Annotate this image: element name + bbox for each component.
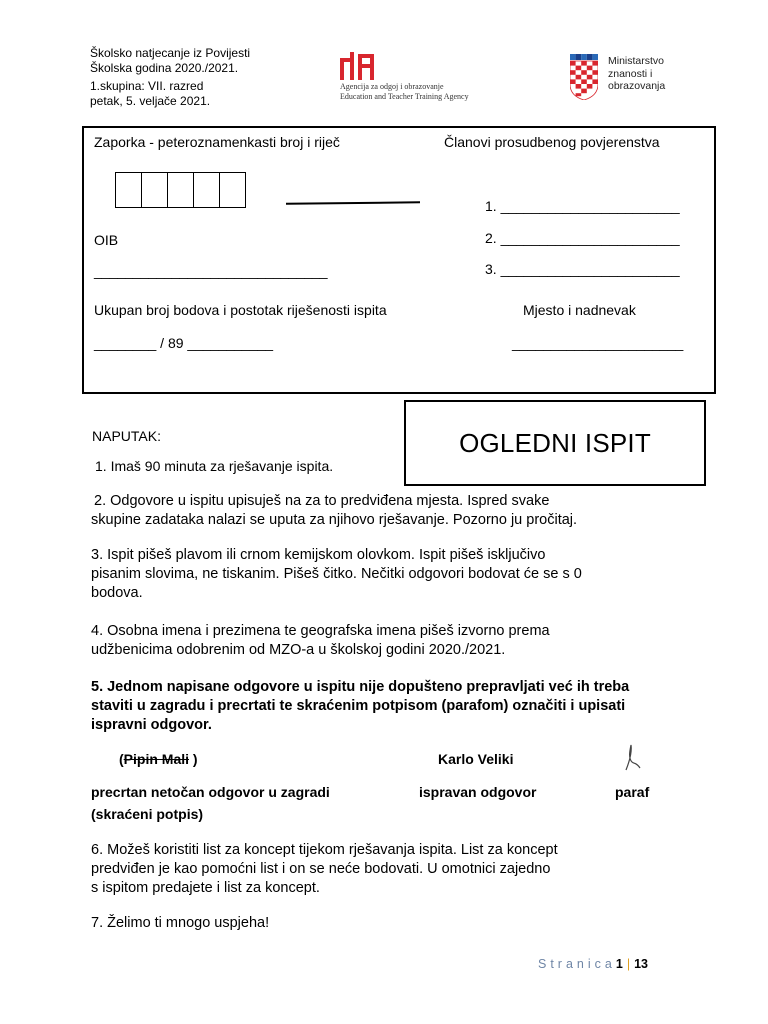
instruction-6: 6. Možeš koristiti list za koncept tijekom rješavanja ispita. List za koncept predviđen je kao pomoćni list i on se neće bodovati. U omotnici zajedno s ispitom predajete i list za koncept. [91, 842, 558, 896]
instruction-4: 4. Osobna imena i prezimena te geografska imena pišeš izvorno prema udžbenicima odobrenim od MZO-a u školskoj godini 2020./2021. [91, 623, 550, 658]
example-wrong-answer: (Pipin Mali ) [119, 751, 198, 767]
total-pages: 13 [634, 957, 648, 971]
zaporka-label: Zaporka - peteroznamenkasti broj i riječ [94, 134, 340, 150]
agency-logo-icon [338, 50, 378, 80]
digit-box[interactable] [116, 173, 142, 207]
digit-box[interactable] [220, 173, 245, 207]
paraf-signature-icon [620, 742, 642, 772]
page-footer [538, 957, 648, 971]
ministry-logo-text: Ministarstvo znanosti i obrazovanja [608, 55, 666, 92]
footer-separator: | [626, 957, 631, 971]
committee-member-2[interactable]: 2. _______________________ [485, 230, 680, 246]
instructions-title: NAPUTAK: [92, 428, 161, 444]
committee-member-1[interactable]: 1. _______________________ [485, 198, 680, 214]
place-date-label: Mjesto i nadnevak [523, 302, 636, 318]
header-line-2: Školska godina 2020./2021. [90, 61, 239, 75]
digit-box[interactable] [194, 173, 220, 207]
header-line-4: petak, 5. veljače 2021. [90, 94, 211, 108]
points-input-line[interactable]: ________ / 89 ___________ [94, 335, 274, 351]
digit-box[interactable] [142, 173, 168, 207]
label-crossed-answer: precrtan netočan odgovor u zagradi [91, 784, 330, 800]
instruction-1: 1. Imaš 90 minuta za rješavanje ispita. [95, 458, 334, 474]
instruction-3: 3. Ispit pišeš plavom ili crnom kemijskom olovkom. Ispit pišeš isključivo pisanim slovima, ne tiskanim. Pišeš čitko. Nečitki odgovori bodovat će se s 0 bodova. [91, 547, 582, 601]
label-short-signature: (skraćeni potpis) [91, 806, 204, 822]
instruction-2: 2. Odgovore u ispitu upisuješ na za to predviđena mjesta. Ispred svake skupine zadataka nalazi se uputa za njihovo rješavanje. Pozorno ju pročitaj. [91, 493, 578, 528]
oib-label: OIB [94, 232, 119, 248]
committee-label: Članovi prosudbenog povjerenstva [444, 134, 660, 150]
label-paraf: paraf [615, 784, 650, 800]
agency-logo-text: Agencija za odgoj i obrazovanje Education and Teacher Training Agency [340, 82, 469, 101]
page-number: 1 [615, 957, 623, 971]
croatian-coat-of-arms-icon [570, 54, 598, 100]
sample-exam-box [404, 400, 706, 486]
header-line-3: 1.skupina: VII. razred [90, 79, 204, 93]
sample-exam-title: OGLEDNI ISPIT [459, 427, 651, 458]
exam-header [90, 46, 250, 109]
place-date-input-line[interactable]: ______________________ [512, 335, 684, 351]
digit-box[interactable] [168, 173, 194, 207]
footer-label: Stranica [538, 957, 616, 971]
header-line-1: Školsko natjecanje iz Povijesti [90, 46, 251, 60]
label-correct-answer: ispravan odgovor [419, 784, 537, 800]
points-label: Ukupan broj bodova i postotak riješenosti ispita [94, 302, 387, 318]
zaporka-digit-boxes[interactable] [115, 172, 246, 208]
example-correct-answer: Karlo Veliki [438, 751, 514, 767]
instruction-7: 7. Želimo ti mnogo uspjeha! [91, 915, 270, 931]
instruction-5: 5. Jednom napisane odgovore u ispitu nije dopušteno prepravljati već ih treba staviti u zagradu i precrtati te skraćenim potpisom (parafom) označiti i upisati ispravni odgovor. [91, 679, 630, 733]
oib-input-line[interactable]: ______________________________ [94, 263, 328, 279]
committee-member-3[interactable]: 3. _______________________ [485, 261, 680, 277]
